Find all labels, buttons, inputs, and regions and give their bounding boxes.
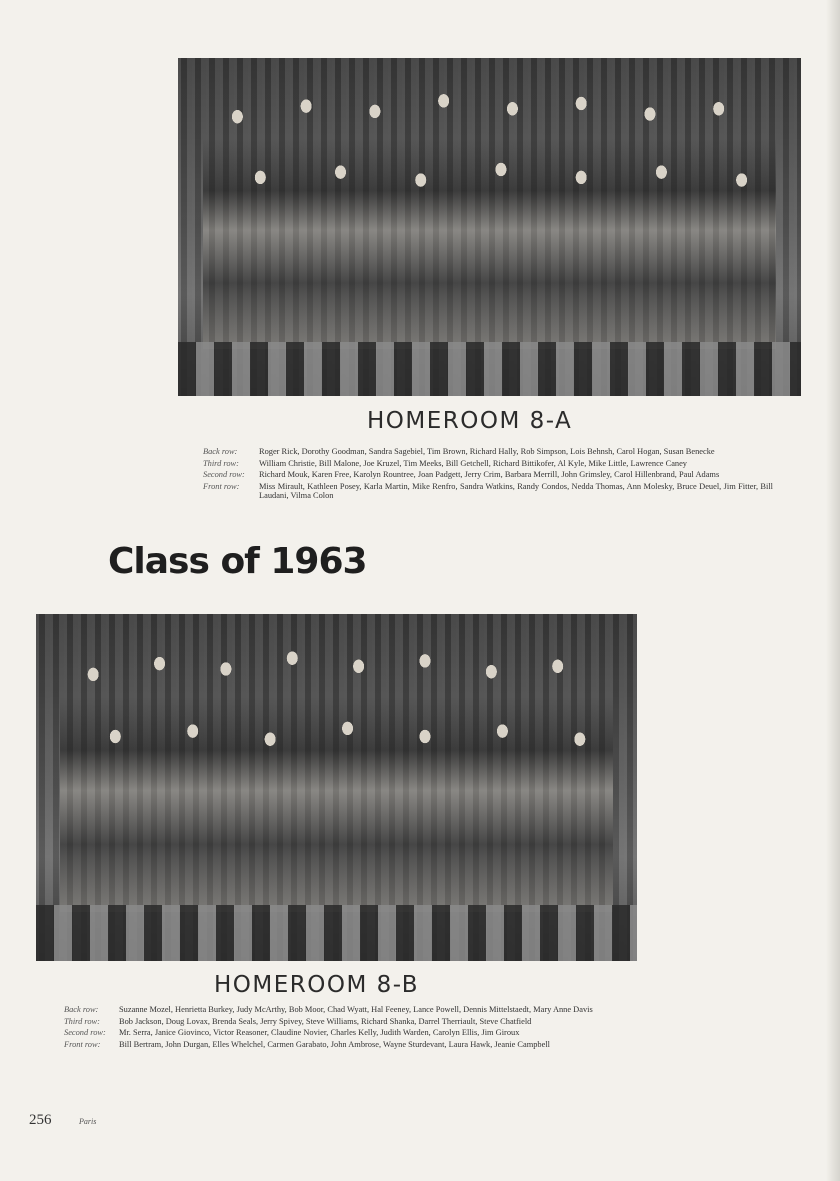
row-label: Third row: [203,458,239,468]
homeroom-8b-title: HOMEROOM 8-B [214,972,420,998]
page-gutter-shadow [826,0,840,1181]
page-number: 256 [29,1112,52,1128]
caption-row-front [203,483,773,500]
homeroom-8b-class-photo [36,614,637,961]
row-label: Second row: [64,1028,106,1038]
row-names: Mr. Serra, Janice Giovinco, Victor Reasoner, Claudine Novier, Charles Kelly, Judith Warden, Carolyn Ellis, Jim Giroux [119,1028,520,1038]
running-footer-title: Paris [79,1117,97,1126]
row-label: Back row: [203,447,238,456]
row-label: Front row: [64,1040,101,1050]
row-names: Bob Jackson, Doug Lovax, Brenda Seals, Jerry Spivey, Steve Williams, Richard Shanka, Darrel Therriault, Steve Chatfield [119,1016,532,1026]
row-names: Richard Mouk, Karen Free, Karolyn Rountree, Joan Padgett, Jerry Crim, Barbara Merrill, John Grimsley, Carol Hillenbrand, Paul Adams [259,470,720,480]
row-label: Second row: [203,470,245,480]
class-of-1963-heading: Class of 1963 [108,541,367,582]
caption-row-third [203,460,773,469]
row-names: Miss Mirault, Kathleen Posey, Karla Martin, Mike Renfro, Sandra Watkins, Randy Condos, Nedda Thomas, Ann Molesky, Bruce Deuel, Jim Fitter, Bill Laudani, Vilma Colon [259,482,773,500]
photo-students-group [60,642,613,913]
photo-checkered-floor [36,905,637,961]
homeroom-8b-caption [64,1006,598,1053]
homeroom-8a-class-photo [178,58,801,396]
row-label: Third row: [64,1016,100,1026]
row-names: Suzanne Mozel, Henrietta Burkey, Judy McArthy, Bob Moor, Chad Wyatt, Hal Feeney, Lance Powell, Dennis Mittelstaedt, Mary Anne Davis [119,1005,593,1014]
caption-row-third [64,1018,598,1027]
homeroom-8a-caption [203,448,773,503]
caption-row-front [64,1041,598,1050]
caption-row-back [203,448,773,457]
homeroom-8a-title: HOMEROOM 8-A [367,408,573,434]
caption-row-back [64,1006,598,1015]
row-label: Back row: [64,1005,99,1014]
row-names: William Christie, Bill Malone, Joe Kruzel, Tim Meeks, Bill Getchell, Richard Bittikofer, Al Kyle, Mike Little, Lawrence Caney [259,458,687,468]
photo-checkered-floor [178,342,801,396]
photo-students-group [203,85,776,349]
row-names: Bill Bertram, John Durgan, Elles Whelchel, Carmen Garabato, John Ambrose, Wayne Sturdevant, Laura Hawk, Jeanie Campbell [119,1040,550,1050]
caption-row-second [64,1029,598,1038]
row-label: Front row: [203,482,240,492]
row-names: Roger Rick, Dorothy Goodman, Sandra Sagebiel, Tim Brown, Richard Hally, Rob Simpson, Lois Behnsh, Carol Hogan, Susan Benecke [259,447,715,456]
caption-row-second [203,471,773,480]
